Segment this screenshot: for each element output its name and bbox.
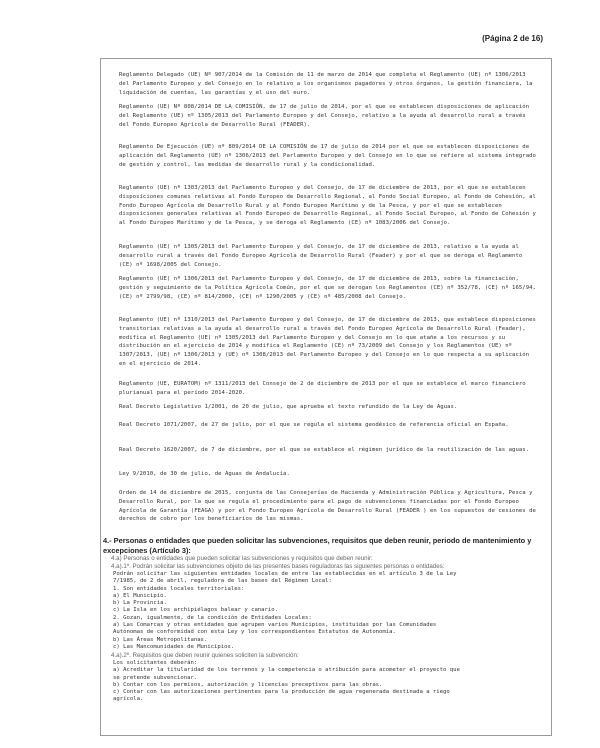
reference-reglamento-1310-2013: Reglamento (UE) nº 1310/2013 del Parlamento Europeo y del Consejo, de 17 de diciembre de 2013, que establece disposiciones transitorias relativas a la ayuda al desarrollo rural a través del Fondo Europeo Agrícola de Desarrollo Rural (Feader), modifica el Reglamento (UE) nº 1305/2013 del Parlamento Europeo y del Consejo en lo que atañe a los recursos y su distribución en el ejercicio de 2014 y modifica el Reglamento (CE) nº 73/2009 del Consejo y los Reglamentos (UE) nº 1307/2013, (UE) nº 1306/2013 y (UE) nº 1308/2013 del Parlamento Europeo y del Consejo en lo que respecta a su aplicación en el ejercicio de 2014. bbox=[119, 317, 536, 367]
reference-orden-14-diciembre-2015: Orden de 14 de diciembre de 2015, conjunta de las Consejerías de Hacienda y Administración Pública y Agricultura, Pesca y Desarrollo Rural, por la que se regula el procedimiento para el pago de subvenciones financiadas por el Fondo Europeo Agrícola de Garantía (FEAGA) y por el Fondo Europeo Agrícola de Desarrollo Rural (FEADER ) en los supuestos de cesiones de derechos de cobro por los beneficiarios de las mismas. bbox=[119, 490, 536, 523]
list-item: 1. Son entidades locales territoriales: bbox=[113, 585, 245, 592]
reference-reglamento-1306-2013: Reglamento (UE) nº 1306/2013 del Parlamento Europeo y del Consejo, de 17 de diciembre de 2013, sobre la financiación, gestión y seguimiento de la Política Agrícola Común, por el que se derogan los Reglamentos (CE) nº 352/78, (CE) nº 165/94, (CE) nº 2799/98, (CE) nº 814/2000, (CE) nº 1290/2005 y (CE) nº 485/2008 del Consejo. bbox=[119, 276, 536, 300]
reference-reglamento-1305-2013: Reglamento (UE) nº 1305/2013 del Parlamento Europeo y del Consejo, de 17 de diciembre de 2013, relativo a la ayuda al desarrollo rural a través del Fondo Europeo Agrícola de Desarrollo Rural (Feader) y por el que se deroga el Reglamento (CE) nº 1698/2005 del Consejo. bbox=[119, 244, 523, 268]
reference-reglamento-ejecucion-809-2014: Reglamento De Ejecución (UE) nº 809/2014 DE LA COMISIÓN de 17 de julio de 2014 por el que se establecen disposiciones de aplicación del Reglamento (UE) nº 1306/2013 del Parlamento Europeo y del Consejo en lo que se refiere al sistema integrado de gestión y control, las medidas de desarrollo rural y la condicionalidad. bbox=[119, 144, 536, 168]
list-item: Los solicitantes deberán: bbox=[113, 660, 198, 666]
list-item: a) Las Comarcas y otras entidades que agrupen varios Municipios, instituidas por las Comunidades bbox=[113, 622, 437, 629]
reference-reglamento-808-2014: Reglamento (UE) Nº 808/2014 DE LA COMISIÓN, de 17 de julio de 2014, por el que se establecen disposiciones de aplicación del Reglamento (UE) nº 1305/2013 del Parlamento Europeo y del Consejo, relativo a la ayuda al desarrollo rural a través del Fondo Europeo Agrícola de Desarrollo Rural (FEADER). bbox=[119, 104, 530, 128]
list-item: agrícola. bbox=[113, 696, 144, 703]
requirements-list bbox=[113, 660, 549, 704]
list-item: 2. Gozan, igualmente, de la condición de Entidades Locales: bbox=[113, 614, 312, 621]
hint-4a1: 4.a).1º. Podrán solicitar las subvenciones objeto de las presentes bases reguladoras las siguientes personas o entidades: bbox=[111, 563, 445, 570]
list-item: b) La Provincia. bbox=[113, 600, 167, 607]
list-item: c) Las Mancomunidades de Municipios. bbox=[113, 643, 235, 650]
hint-4a2: 4.a).2º. Requisitos que deben reunir quienes soliciten la subvención: bbox=[111, 652, 299, 659]
list-item: a) Acreditar la titularidad de los terrenos y la competencia o atribución para acometer el proyecto que bbox=[113, 667, 460, 674]
reference-ley-9-2010: Ley 9/2010, de 30 de julio, de Aguas de Andalucía. bbox=[119, 471, 290, 477]
section-4-heading: 4.- Personas o entidades que pueden solicitar las subvenciones, requisitos que deben reunir, periodo de mantenimiento y excepciones (Artículo 3): bbox=[103, 536, 532, 555]
list-item: b) Contar con los permisos, autorización y licencias preceptivos para las obras. bbox=[113, 681, 383, 688]
list-item: a) El Municipio. bbox=[113, 592, 167, 599]
eligible-entities-list bbox=[113, 571, 549, 651]
reference-real-decreto-1620-2007: Real Decreto 1620/2007, de 7 de diciembre, por el que se establece el régimen jurídico de la reutilización de las aguas. bbox=[119, 447, 530, 453]
list-item: b) Las Áreas Metropolitanas. bbox=[113, 636, 208, 643]
reference-real-decreto-legislativo-1-2001: Real Decreto Legislativo 1/2001, de 20 de julio, que aprueba el texto refundido de la Ley de Aguas. bbox=[119, 404, 458, 410]
list-item: Podrán solicitar las siguientes entidades locales de entre las establecidas en el artículo 3 de la Ley bbox=[113, 571, 457, 577]
list-item: c) La Isla en los archipiélagos balear y canario. bbox=[113, 607, 279, 614]
reference-reglamento-1311-2013: Reglamento (UE, EURATOM) nº 1311/2013 del Consejo de 2 de diciembre de 2013 por el que se establece el marco financiero plurianual para el período 2014-2020. bbox=[119, 381, 526, 396]
reference-reglamento-1303-2013: Reglamento (UE) nº 1303/2013 del Parlamento Europeo y del Consejo, de 17 de diciembre de 2013, por el que se establecen disposiciones comunes relativas al Fondo Europeo de Desarrollo Regional, al Fondo Social Europeo, al Fondo de Cohesión, al Fondo Europeo Agrícola de Desarrollo Rural y al Fondo Europeo Marítimo y de la Pesca, y por el que se establecen disposiciones generales relativas al Fondo Europeo de Desarrollo Regional, al Fondo Social Europeo, al Fondo de Cohesión y al Fondo Europeo Marítimo y de la Pesca, y se deroga el Reglamento (CE) nº 1083/2006 del Consejo. bbox=[119, 185, 536, 227]
reference-reglamento-delegado-907-2014: Reglamento Delegado (UE) Nº 907/2014 de la Comisión de 11 de marzo de 2014 que completa el Reglamento (UE) nº 1306/2013 del Parlamento Europeo y del Consejo en lo relativo a los organismos pagadores y otros órganos, la gestión financiera, la liquidación de cuentas, las garantías y el uso del euro. bbox=[119, 72, 533, 96]
list-item: 7/1985, de 2 de abril, reguladora de las bases del Régimen Local: bbox=[113, 578, 332, 585]
list-item: c) Contar con las autorizaciones pertinentes para la producción de agua regenerada destinada a riego bbox=[113, 689, 450, 696]
document-frame bbox=[100, 58, 552, 736]
hint-4a: 4.a) Personas o entidades que pueden solicitar las subvenciones y requisitos que deben reunir: bbox=[111, 555, 373, 562]
list-item: se pretende subvencionar. bbox=[113, 674, 198, 681]
page-number: (Página 2 de 16) bbox=[482, 34, 543, 43]
reference-real-decreto-1071-2007: Real Decreto 1071/2007, de 27 de julio, por el que se regula el sistema geodésico de referencia oficial en España. bbox=[119, 422, 509, 428]
list-item: Autónomas de conformidad con esta Ley y los correspondientes Estatutos de Autonomía. bbox=[113, 629, 396, 636]
